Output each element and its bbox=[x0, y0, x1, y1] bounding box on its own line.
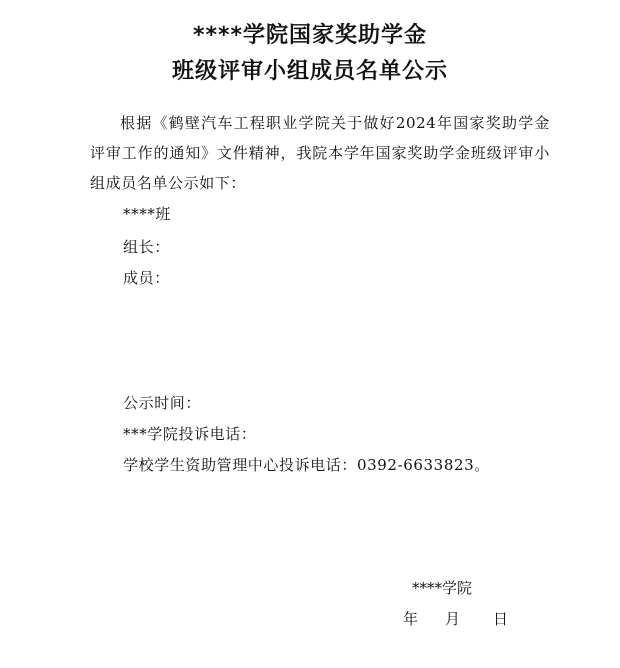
class-name: ****班 bbox=[123, 205, 172, 223]
publicity-time-label: 公示时间： bbox=[123, 394, 202, 412]
document-title-line1: ****学院国家奖助学金 bbox=[192, 23, 428, 48]
signature-college: ****学院 bbox=[412, 579, 473, 597]
document-title-line2: 班级评审小组成员名单公示 bbox=[171, 59, 448, 84]
members-label: 成员： bbox=[123, 269, 170, 287]
date-year: 年 bbox=[403, 610, 419, 628]
intro-paragraph: 根据《鹤壁汽车工程职业学院关于做好2024年国家奖助学金评审工作的通知》文件精神，我院本学年国家奖助学金班级评审小组成员名单公示如下： bbox=[90, 114, 550, 192]
college-complaint-phone: ***学院投诉电话： bbox=[123, 425, 257, 443]
date-month: 月 bbox=[445, 610, 461, 628]
school-complaint-phone: 学校学生资助管理中心投诉电话：0392-6633823。 bbox=[123, 456, 490, 474]
date-day: 日 bbox=[493, 610, 509, 628]
leader-label: 组长： bbox=[123, 238, 170, 256]
